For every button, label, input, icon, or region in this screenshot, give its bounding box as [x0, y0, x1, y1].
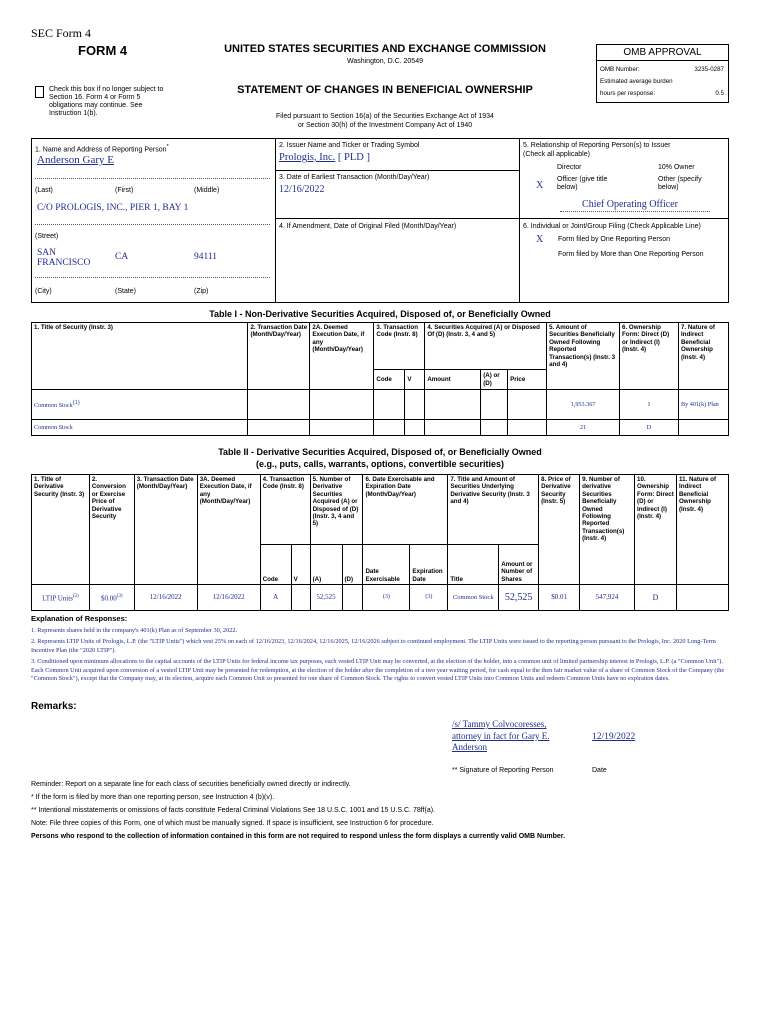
- issuer-ticker: [ PLD ]: [337, 152, 371, 163]
- table2-title: Table II - Derivative Securities Acquired, Disposed of, or Beneficially Owned: [218, 447, 542, 457]
- date-label: Date: [592, 767, 607, 774]
- first-label: (First): [115, 187, 134, 194]
- section16-text: Check this box if no longer subject to Section 16. Form 4 or Form 5 obligations may continue. See Instruction 1(b).: [49, 86, 164, 117]
- t1-row2-owned: 21: [547, 420, 620, 436]
- t1-h-acquired: 4. Securities Acquired (A) or Disposed Of (D) (Instr. 3, 4 and 5): [425, 323, 547, 370]
- t1-row2-nature: [678, 420, 728, 436]
- t2-row-deemed: 12/16/2022: [197, 585, 260, 611]
- omb-number-label: OMB Number:: [600, 66, 640, 73]
- t2-h-form: 10. Ownership Form: Direct (D) or Indirect (I) (Instr. 4): [635, 475, 677, 585]
- table2: [31, 474, 729, 611]
- table-row: [32, 420, 729, 436]
- t1-row1-owned: 1,953.367: [547, 390, 620, 420]
- table1: [31, 322, 729, 436]
- t1-row1-form: I: [620, 390, 679, 420]
- t2-h-dateex-sub: Date Exercisable: [363, 545, 410, 585]
- zip-value: 94111: [194, 252, 218, 262]
- footer-reminder: Reminder: Report on a separate line for each class of securities beneficially owned directly or indirectly.: [31, 781, 351, 788]
- t1-h-code: 3. Transaction Code (Instr. 8): [374, 323, 425, 370]
- t2-h-deemed: 3A. Deemed Execution Date, if any (Month/Day/Year): [197, 475, 260, 585]
- t2-h-number: 5. Number of Derivative Securities Acquired (A) or Disposed of (D) (Instr. 3, 4 and 5): [310, 475, 363, 545]
- one-person-mark: X: [536, 234, 544, 245]
- t1-h-nature: 7. Nature of Indirect Beneficial Ownership (Instr. 4): [678, 323, 728, 390]
- t2-row-owned: 547,924: [580, 585, 635, 611]
- t2-h-d-sub: (D): [342, 545, 363, 585]
- filed-pursuant-1: Filed pursuant to Section 16(a) of the Securities Exchange Act of 1934: [276, 113, 494, 120]
- city-label: (City): [35, 288, 52, 295]
- issuer-label: 2. Issuer Name and Ticker or Trading Symbol: [279, 142, 420, 149]
- explanation-2: 2. Represents LTIP Units of Prologis, L.P. (the "LTIP Units") which vest 25% on each of 12/16/2023, 12/16/2024, 12/16/2025, 12/16/2026 subject to continued employment. The LTIP Units were issued to the reporting person pursuant to the Prologis, Inc. 2020 Long-Term Incentive Plan (the "2020 LTIP").: [31, 638, 716, 654]
- table1-title: Table I - Non-Derivative Securities Acquired, Disposed of, or Beneficially Owned: [209, 309, 551, 319]
- t2-row-code: A: [260, 585, 291, 611]
- remarks-title: Remarks:: [31, 701, 77, 712]
- t2-row-uamount: 52,525: [499, 585, 539, 611]
- officer-option[interactable]: Officer (give title below): [557, 176, 608, 191]
- table-row: [32, 390, 729, 420]
- director-option[interactable]: Director: [557, 164, 582, 171]
- t1-h-date: 2. Transaction Date (Month/Day/Year): [248, 323, 310, 390]
- omb-burden-label: Estimated average burden: [600, 78, 673, 85]
- state-value: CA: [115, 252, 129, 262]
- t2-row-price: $0.01: [539, 585, 580, 611]
- table-row: [32, 585, 729, 611]
- t2-h-price: 8. Price of Derivative Security (Instr. 5): [539, 475, 580, 585]
- t2-h-utitle-sub: Title: [448, 545, 499, 585]
- t2-h-code: 4. Transaction Code (Instr. 8): [260, 475, 310, 545]
- section16-checkbox[interactable]: [35, 86, 44, 98]
- footer-note: Note: File three copies of this Form, one of which must be manually signed. If space is insufficient, see Instruction 6 for procedure.: [31, 820, 434, 827]
- t2-row-utitle: Common Stock: [448, 585, 499, 611]
- omb-title: OMB APPROVAL: [623, 47, 702, 58]
- t1-h-title: 1. Title of Security (Instr. 3): [32, 323, 248, 390]
- t2-h-a-sub: (A): [310, 545, 342, 585]
- table2-subtitle: (e.g., puts, calls, warrants, options, convertible securities): [255, 459, 505, 469]
- signature-value: /s/ Tammy Colvocoresses, attorney in fact for Gary E. Anderson: [452, 719, 550, 752]
- t2-h-code-sub: Code: [260, 545, 291, 585]
- omb-hours-value: 0.5: [715, 90, 724, 97]
- explanation-1: 1. Represents shares held in the company's 401(k) Plan as of September 30, 2022.: [31, 627, 238, 634]
- t2-h-owned: 9. Number of derivative Securities Beneficially Owned Following Reported Transaction(s) (Instr. 4): [580, 475, 635, 585]
- t2-h-underlying: 7. Title and Amount of Securities Underlying Derivative Security (Instr. 3 and 4): [448, 475, 539, 545]
- middle-label: (Middle): [194, 187, 220, 194]
- t1-h-owned: 5. Amount of Securities Beneficially Owned Following Reported Transaction(s) (Instr. 3 and 4): [547, 323, 620, 390]
- t1-h-deemed: 2A. Deemed Execution Date, if any (Month/Day/Year): [310, 323, 374, 390]
- t1-row1-nature: By 401(k) Plan: [678, 390, 728, 420]
- agency-title: UNITED STATES SECURITIES AND EXCHANGE COMMISSION: [224, 43, 546, 55]
- officer-mark: X: [536, 180, 544, 191]
- explanation-3: 3. Conditioned upon minimum allocations to the capital accounts of the LTIP Units for federal income tax purposes, each vested LTIP Unit may be converted, at the election of the holder, into a common unit of limited partnership interest in Prologis, L.P. (a "Common Unit"). Each Common Unit acquired upon conversion of a vested LTIP Unit may be presented for redemption, at the election of the holder after the completion of a two year waiting period, for cash equal to the then fair market value of a share of Common Stock of the Company (the "Common Stock"), except that the Company may, at its election, acquire each Common Unit so presented for one share of Common Stock. The rights to convert vested LTIP Units into Common Units and redeem Common Units have no expiration dates.: [31, 658, 725, 683]
- officer-title: Chief Operating Officer: [582, 199, 678, 210]
- t2-h-date: 3. Transaction Date (Month/Day/Year): [134, 475, 197, 585]
- omb-hours-label: hours per response:: [600, 90, 656, 97]
- t1-h-amount-sub: Amount: [425, 370, 481, 390]
- street-value: C/O PROLOGIS, INC., PIER 1, BAY 1: [37, 203, 189, 213]
- t1-h-form: 6. Ownership Form: Direct (D) or Indirect (I) (Instr. 4): [620, 323, 679, 390]
- t2-h-nature: 11. Nature of Indirect Beneficial Ownership (Instr. 4): [676, 475, 728, 585]
- transaction-date-value: 12/16/2022: [279, 184, 325, 195]
- t2-h-title: 1. Title of Derivative Security (Instr. 3): [32, 475, 90, 585]
- street-label: (Street): [35, 233, 59, 240]
- footer-violations: ** Intentional misstatements or omissions of facts constitute Federal Criminal Violations See 18 U.S.C. 1001 and 15 U.S.C. 78ff(a).: [31, 807, 435, 814]
- omb-number-value: 3235-0287: [694, 66, 724, 73]
- filing-label: 6. Individual or Joint/Group Filing (Check Applicable Line): [523, 223, 701, 230]
- one-person-option[interactable]: Form filed by One Reporting Person: [558, 236, 671, 243]
- t1-h-price-sub: Price: [508, 370, 547, 390]
- issuer-name-line: [279, 152, 370, 163]
- ten-pct-option[interactable]: 10% Owner: [658, 164, 695, 171]
- t2-row-form: D: [635, 585, 677, 611]
- t1-h-aord-sub: (A) or (D): [481, 370, 508, 390]
- t2-h-exp-sub: Expiration Date: [410, 545, 448, 585]
- t2-row-conv: $0.00$^{(3)}$: [89, 585, 134, 611]
- other-option[interactable]: Other (specify below): [658, 176, 702, 191]
- footer-instruction: * If the form is filed by more than one reporting person, see Instruction 4 (b)(v).: [31, 794, 275, 801]
- t2-row-dateex: (3): [363, 585, 410, 611]
- t1-h-v-sub: V: [405, 370, 425, 390]
- footer-omb-notice: Persons who respond to the collection of information contained in this form are not required to respond unless the form displays a currently valid OMB Number.: [31, 833, 566, 840]
- transaction-date-label: 3. Date of Earliest Transaction (Month/Day/Year): [279, 174, 430, 181]
- sec-form-label: SEC Form 4: [31, 26, 92, 40]
- city-value: SAN FRANCISCO: [37, 248, 91, 268]
- last-label: (Last): [35, 187, 53, 194]
- t2-h-conv: 2. Conversion or Exercise Price of Derivative Security: [89, 475, 134, 585]
- t2-h-exercisable: 6. Date Exercisable and Expiration Date (Month/Day/Year): [363, 475, 448, 545]
- agency-city: Washington, D.C. 20549: [346, 58, 423, 65]
- signature-label: ** Signature of Reporting Person: [452, 767, 554, 774]
- state-label: (State): [115, 288, 137, 295]
- relationship-label: 5. Relationship of Reporting Person(s) to Issuer: [523, 142, 671, 149]
- t2-row-a: 52,525: [310, 585, 342, 611]
- t2-row-exp: (3): [410, 585, 448, 611]
- amendment-label: 4. If Amendment, Date of Original Filed (Month/Day/Year): [279, 223, 457, 230]
- form-title: FORM 4: [78, 43, 128, 58]
- explanation-title: Explanation of Responses:: [31, 614, 128, 623]
- t2-row-title: LTIP Units$^{(2)}$: [32, 585, 90, 611]
- more-person-option[interactable]: Form filed by More than One Reporting Person: [558, 251, 704, 258]
- t2-h-v-sub: V: [291, 545, 310, 585]
- t1-row2-title: Common Stock: [32, 420, 248, 436]
- t1-row2-form: D: [620, 420, 679, 436]
- t2-h-uamount-sub: Amount or Number of Shares: [499, 545, 539, 585]
- t2-row-date: 12/16/2022: [134, 585, 197, 611]
- relationship-sub: (Check all applicable): [523, 151, 590, 158]
- zip-label: (Zip): [194, 288, 209, 295]
- filed-pursuant-2: or Section 30(h) of the Investment Company Act of 1940: [297, 122, 473, 129]
- issuer-name[interactable]: Prologis, Inc.: [279, 152, 336, 163]
- reporting-person-name[interactable]: Anderson Gary E: [37, 154, 114, 166]
- signature-date: 12/19/2022: [592, 732, 636, 742]
- reporting-person-label: 1. Name and Address of Reporting Person*: [35, 144, 169, 154]
- t1-h-code-sub: Code: [374, 370, 405, 390]
- statement-title: STATEMENT OF CHANGES IN BENEFICIAL OWNERSHIP: [237, 84, 533, 96]
- t1-row1-title: Common Stock$^{(1)}$: [32, 390, 248, 420]
